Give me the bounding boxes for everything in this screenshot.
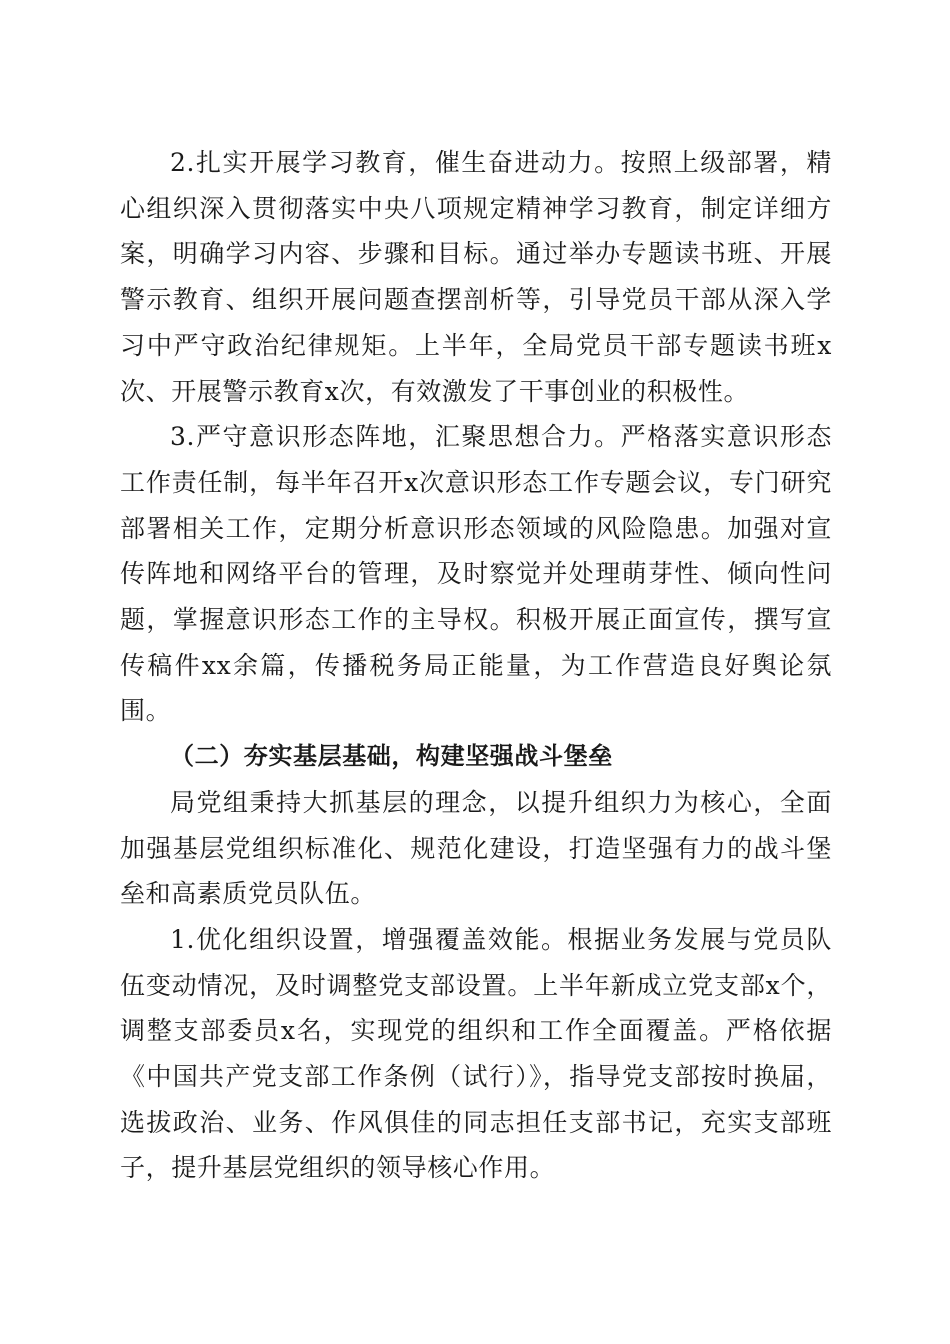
- paragraph-organization-setup: 1.优化组织设置，增强覆盖效能。根据业务发展与党员队伍变动情况，及时调整党支部设置。上半年新成立党支部x个，调整支部委员x名，实现党的组织和工作全面覆盖。严格依据《中国共产党支部工作条例（试行）》，指导党支部按时换届，选拔政治、业务、作风俱佳的同志担任支部书记，充实支部班子，提升基层党组织的领导核心作用。: [120, 924, 832, 1183]
- document-body: [120, 140, 832, 1191]
- section-heading-grassroots: （二）夯实基层基础，构建坚强战斗堡垒: [170, 742, 613, 771]
- paragraph-study-education: 2.扎实开展学习教育，催生奋进动力。按照上级部署，精心组织深入贯彻落实中央八项规定精神学习教育，制定详细方案，明确学习内容、步骤和目标。通过举办专题读书班、开展警示教育、组织开展问题查摆剖析等，引导党员干部从深入学习中严守政治纪律规矩。上半年，全局党员干部专题读书班x次、开展警示教育x次，有效激发了干事创业的积极性。: [120, 148, 832, 406]
- paragraph-ideology-front: 3.严守意识形态阵地，汇聚思想合力。严格落实意识形态工作责任制，每半年召开x次意识形态工作专题会议，专门研究部署相关工作，定期分析意识形态领域的风险隐患。加强对宣传阵地和网络平台的管理，及时察觉并处理萌芽性、倾向性问题，掌握意识形态工作的主导权。积极开展正面宣传，撰写宣传稿件xx余篇，传播税务局正能量，为工作营造良好舆论氛围。: [120, 422, 832, 726]
- paragraph-grassroots-intro: 局党组秉持大抓基层的理念，以提升组织力为核心，全面加强基层党组织标准化、规范化建设，打造坚强有力的战斗堡垒和高素质党员队伍。: [120, 787, 832, 909]
